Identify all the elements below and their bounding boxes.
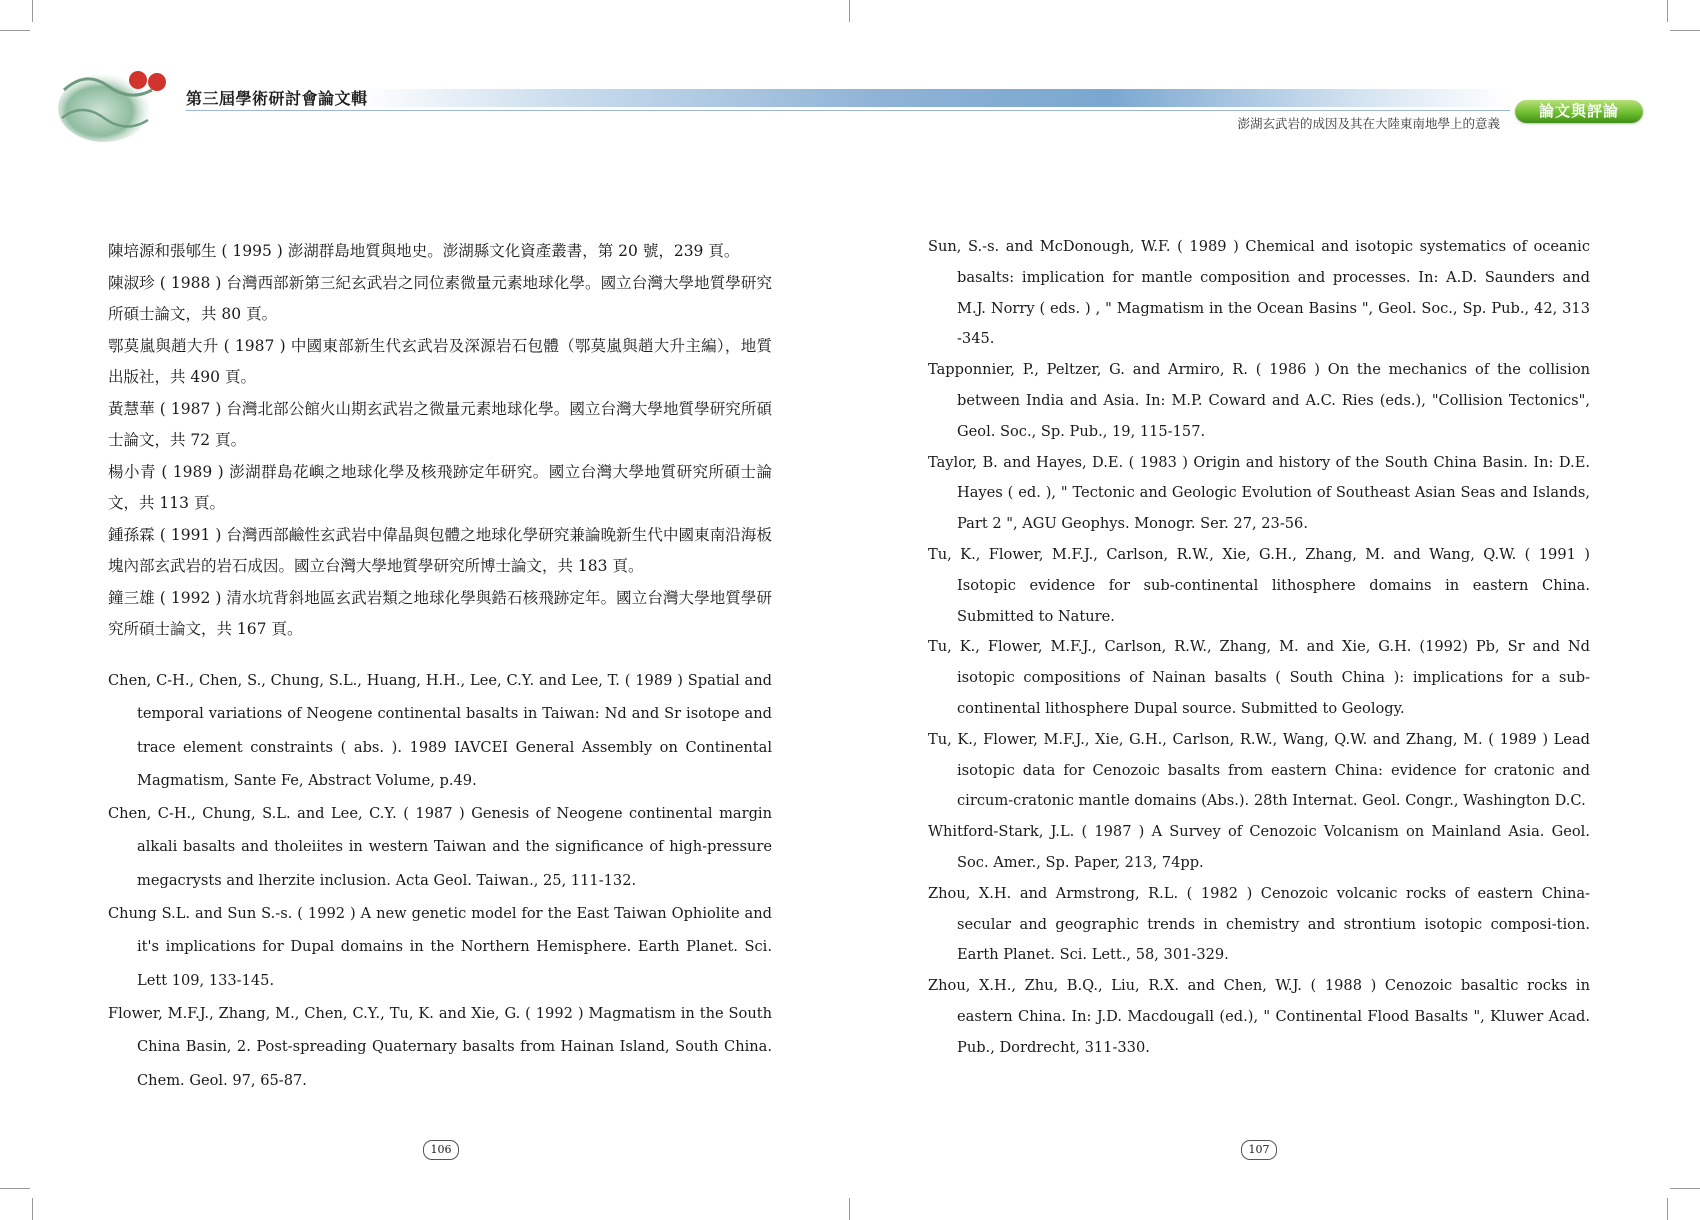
reference-item: Chen, C-H., Chen, S., Chung, S.L., Huang, H.H., Lee, C.Y. and Lee, T. ( 1989 ) Spatial and temporal variations of Neogene continental basalts in Taiwan: Nd and Sr isotope and trace element constraints ( abs. ). 1989 IAVCEI General Assembly on Continental Magmatism, Sante Fe, Abstract Volume, p.49. — [108, 672, 772, 789]
reference-item: Chung S.L. and Sun S.-s. ( 1992 ) A new genetic model for the East Taiwan Ophiolite and it's implications for Dupal domains in the Northern Hemisphere. Earth Planet. Sci. Lett 109, 133-145. — [108, 905, 772, 989]
crop-mark — [1670, 30, 1700, 31]
chinese-reference-list — [108, 236, 772, 646]
reference-item: Chen, C-H., Chung, S.L. and Lee, C.Y. ( 1987 ) Genesis of Neogene continental margin alkali basalts and tholeiites in western Taiwan and the significance of high-pressure megacrysts and lherzite inclusion. Acta Geol. Taiwan., 25, 111-132. — [108, 805, 772, 889]
crop-mark — [0, 30, 30, 31]
page-number-right: 107 — [1241, 1140, 1277, 1160]
reference-item: 黃慧華 ( 1987 ) 台灣北部公館火山期玄武岩之微量元素地球化學。國立台灣大學地質學研究所碩士論文，共 72 頁。 — [108, 399, 772, 449]
crop-mark — [849, 1198, 850, 1220]
header-rule — [186, 110, 1510, 111]
article-running-title: 澎湖玄武岩的成因及其在大陸東南地學上的意義 — [1237, 116, 1500, 131]
reference-item: Flower, M.F.J., Zhang, M., Chen, C.Y., Tu, K. and Xie, G. ( 1992 ) Magmatism in the South China Basin, 2. Post-spreading Quaternary basalts from Hainan Island, South China. Chem. Geol. 97, 65-87. — [108, 1004, 772, 1089]
reference-item: 鍾孫霖 ( 1991 ) 台灣西部鹼性玄武岩中偉晶與包體之地球化學研究兼論晚新生代中國東南沿海板塊內部玄武岩的岩石成因。國立台灣大學地質學研究所博士論文，共 183 頁。 — [108, 525, 772, 575]
reference-item: Zhou, X.H. and Armstrong, R.L. ( 1982 ) Cenozoic volcanic rocks of eastern China-secular and geographic trends in chemistry and strontium isotopic composi-tion. Earth Planet. Sci. Lett., 58, 301-329. — [928, 884, 1590, 964]
section-badge: 論文與評論 — [1515, 100, 1643, 123]
crop-mark — [1667, 0, 1668, 22]
reference-item: 楊小青 ( 1989 ) 澎湖群島花嶼之地球化學及核飛跡定年研究。國立台灣大學地質研究所碩士論文，共 113 頁。 — [108, 462, 772, 512]
reference-item: Tu, K., Flower, M.F.J., Carlson, R.W., Zhang, M. and Xie, G.H. (1992) Pb, Sr and Nd isotopic compositions of Nainan basalts ( South China ): implications for a sub-continental lithosphere Dupal source. Submitted to Geology. — [928, 638, 1590, 717]
reference-item: 陳培源和張郇生 ( 1995 ) 澎湖群島地質與地史。澎湖縣文化資產叢書，第 20 號，239 頁。 — [108, 242, 740, 260]
crop-mark — [32, 0, 33, 22]
crop-mark — [0, 1188, 30, 1189]
page-number-left: 106 — [423, 1140, 459, 1160]
english-reference-list-right — [928, 232, 1590, 1064]
reference-item: Tu, K., Flower, M.F.J., Carlson, R.W., Xie, G.H., Zhang, M. and Wang, Q.W. ( 1991 ) Isotopic evidence for sub-continental lithosphere domains in eastern China. Submitted to Nature. — [928, 545, 1590, 625]
crop-mark — [32, 1198, 33, 1220]
reference-item: 陳淑珍 ( 1988 ) 台灣西部新第三紀玄武岩之同位素微量元素地球化學。國立台灣大學地質學研究所碩士論文，共 80 頁。 — [108, 273, 772, 323]
reference-item: Tapponnier, P., Peltzer, G. and Armiro, R. ( 1986 ) On the mechanics of the collision between India and Asia. In: M.P. Coward and A.C. Ries (eds.), "Collision Tectonics", Geol. Soc., Sp. Pub., 19, 115-157. — [928, 361, 1590, 440]
reference-item: 鐘三雄 ( 1992 ) 清水坑背斜地區玄武岩類之地球化學與鋯石核飛跡定年。國立台灣大學地質學研究所碩士論文，共 167 頁。 — [108, 588, 772, 638]
logo-graphic — [56, 60, 168, 144]
journal-title: 第三屆學術研討會論文輯 — [186, 89, 368, 108]
reference-item: 鄂莫嵐與趙大升 ( 1987 ) 中國東部新生代玄武岩及深源岩石包體（鄂莫嵐與趙大升主編），地質出版社，共 490 頁。 — [108, 336, 772, 386]
reference-item: Whitford-Stark, J.L. ( 1987 ) A Survey of Cenozoic Volcanism on Mainland Asia. Geol. Soc. Amer., Sp. Paper, 213, 74pp. — [928, 823, 1590, 871]
crop-mark — [849, 0, 850, 22]
crop-mark — [1667, 1198, 1668, 1220]
crop-mark — [1670, 1188, 1700, 1189]
reference-item: Sun, S.-s. and McDonough, W.F. ( 1989 ) Chemical and isotopic systematics of oceanic basalts: implication for mantle composition and processes. In: A.D. Saunders and M.J. Norry ( eds. ) , " Magmatism in the Ocean Basins ", Geol. Soc., Sp. Pub., 42, 313 -345. — [928, 238, 1590, 348]
header-gradient-band — [360, 89, 1510, 107]
reference-item: Tu, K., Flower, M.F.J., Xie, G.H., Carlson, R.W., Wang, Q.W. and Zhang, M. ( 1989 ) Lead isotopic data for Cenozoic basalts from eastern China: evidence for cratonic and circum-cratonic mantle domains (Abs.). 28th Internat. Geol. Congr., Washington D.C. — [928, 730, 1590, 810]
reference-item: Zhou, X.H., Zhu, B.Q., Liu, R.X. and Chen, W.J. ( 1988 ) Cenozoic basaltic rocks in eastern China. In: J.D. Macdougall (ed.), " Continental Flood Basalts ", Kluwer Acad. Pub., Dordrecht, 311-330. — [928, 977, 1590, 1056]
penghu-research-logo — [56, 60, 168, 144]
english-reference-list-left — [108, 664, 772, 1097]
reference-item: Taylor, B. and Hayes, D.E. ( 1983 ) Origin and history of the South China Basin. In: D.E. Hayes ( ed. ), " Tectonic and Geologic Evolution of Southeast Asian Seas and Islands, Part 2 ", AGU Geophys. Monogr. Ser. 27, 23-56. — [928, 453, 1590, 533]
